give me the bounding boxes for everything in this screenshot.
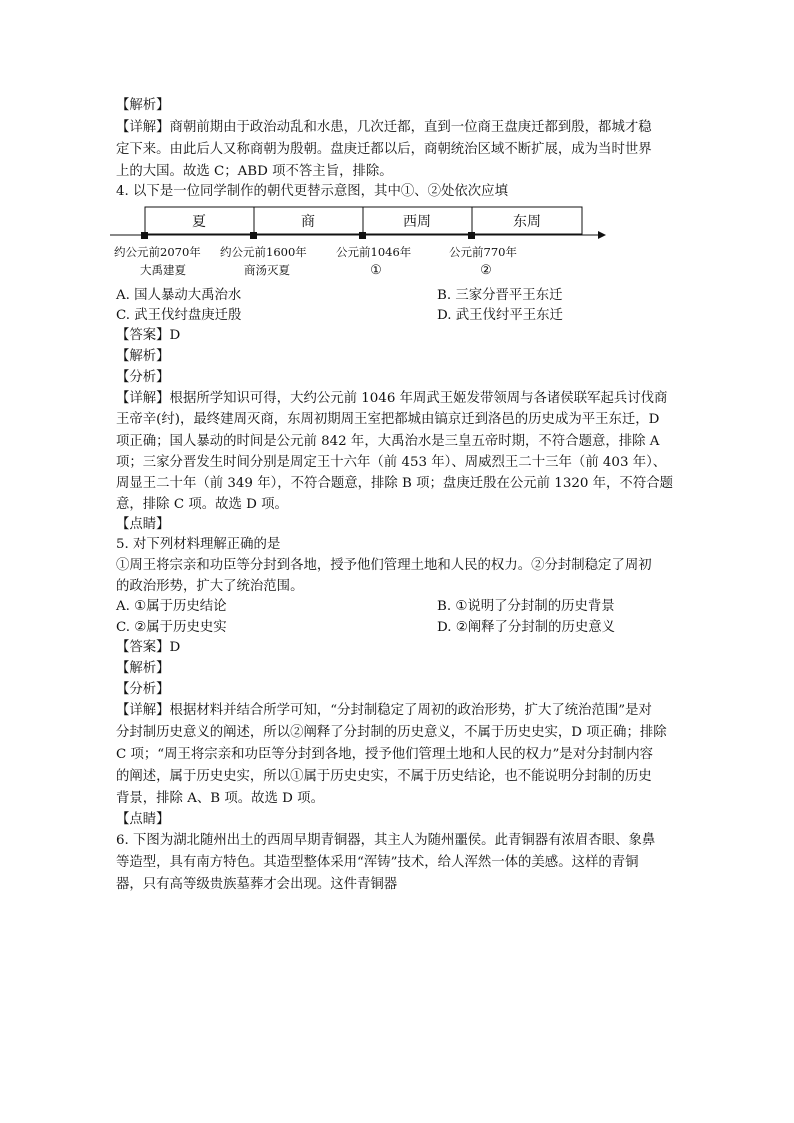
- q3-detail-line-3: 上的大国。故选 C；ABD 项不答主旨，排除。: [116, 164, 393, 179]
- dynasty-label-xia: 夏: [192, 214, 206, 230]
- q6-stem-line-3: 器，只有高等级贵族墓葬才会出现。这件青铜器: [116, 877, 398, 892]
- dynasty-label-xizhou: 西周: [403, 214, 431, 230]
- q5-jiexi-label: 【解析】: [116, 661, 170, 676]
- q4-option-a: A. 国人暴动大禹治水: [116, 288, 242, 303]
- dynasty-label-dongzhou: 东周: [513, 214, 541, 230]
- timeline-arrow-icon: [598, 231, 606, 239]
- q3-jiexi-label: 【解析】: [116, 98, 170, 113]
- q4-fenxi-label: 【分析】: [116, 370, 170, 385]
- q4-detail-line-1: 【详解】根据所学知识可得，大约公元前 1046 年周武王姬发带领周与各诸侯联军起兵讨伐商: [116, 391, 668, 406]
- q5-detail-line-3: C 项；“周王将宗亲和功臣等分封到各地，授予他们管理土地和人民的权力”是对分封制内容: [116, 747, 654, 762]
- q4-option-b: B. 三家分晋平王东迁: [437, 288, 563, 303]
- q5-option-c: C. ②属于历史史实: [116, 620, 227, 635]
- dynasty-label-shang: 商: [301, 214, 315, 230]
- q4-dianjing-label: 【点睛】: [116, 517, 170, 532]
- q5-detail-line-1: 【详解】根据材料并结合所学可知，“分封制稳定了周初的政治形势，扩大了统治范围”是对: [116, 703, 652, 718]
- q4-detail-line-4: 项；三家分晋发生时间分别是周定王十六年（前 453 年）、周威烈王二十三年（前 403 年）、: [116, 455, 667, 470]
- timeline-marker-4: [468, 232, 475, 239]
- q4-detail-line-5: 周显王二十年（前 349 年），不符合题意，排除 B 项；盘庚迁殷在公元前 1320 年，不符合题: [116, 476, 673, 491]
- timeline-event-2: 商汤灭夏: [244, 263, 290, 277]
- q4-option-d: D. 武王伐纣平王东迁: [437, 308, 563, 323]
- q5-answer: 【答案】D: [116, 640, 181, 655]
- timeline-date-2: 约公元前1600年: [220, 245, 307, 259]
- q4-stem: 4. 以下是一位同学制作的朝代更替示意图，其中①、②处依次应填: [116, 184, 508, 199]
- q5-detail-line-5: 背景，排除 A、B 项。故选 D 项。: [116, 791, 324, 806]
- timeline-date-3: 公元前1046年: [336, 245, 412, 259]
- timeline-event-3: ①: [370, 263, 382, 278]
- q5-fenxi-label: 【分析】: [116, 682, 170, 697]
- q4-detail-line-3: 项正确；国人暴动的时间是公元前 842 年，大禹治水是三皇五帝时期，不符合题意，排除 A: [116, 434, 660, 449]
- q5-option-b: B. ①说明了分封制的历史背景: [437, 599, 615, 614]
- timeline-date-1: 约公元前2070年: [114, 245, 201, 259]
- q6-stem-line-2: 等造型，具有南方特色。其造型整体采用“浑铸”技术，给人浑然一体的美感。这样的青铜: [116, 855, 639, 870]
- timeline-event-4: ②: [480, 263, 492, 278]
- timeline-date-4: 公元前770年: [449, 245, 517, 259]
- q4-answer: 【答案】D: [116, 328, 181, 343]
- q5-material-line-1: ①周王将宗亲和功臣等分封到各地，授予他们管理土地和人民的权力。②分封制稳定了周初: [116, 558, 652, 573]
- q5-option-a: A. ①属于历史结论: [116, 599, 227, 614]
- q5-stem: 5. 对下列材料理解正确的是: [116, 537, 281, 552]
- q5-option-d: D. ②阐释了分封制的历史意义: [437, 620, 616, 635]
- timeline-marker-3: [359, 232, 366, 239]
- q4-detail-line-6: 意，排除 C 项。故选 D 项。: [116, 497, 288, 512]
- q5-dianjing-label: 【点睛】: [116, 812, 170, 827]
- q5-detail-line-2: 分封制历史意义的阐述，所以②阐释了分封制的历史意义，不属于历史史实，D 项正确；排除: [116, 725, 667, 740]
- q3-detail-line-2: 定下来。由此后人又称商朝为殷朝。盘庚迁都以后，商朝统治区域不断扩展，成为当时世界: [116, 142, 652, 157]
- q4-jiexi-label: 【解析】: [116, 349, 170, 364]
- dynasty-timeline-diagram: [110, 203, 610, 283]
- q4-detail-line-2: 王帝辛(纣)，最终建周灭商，东周初期周王室把都城由镐京迁到洛邑的历史成为平王东迁，D: [116, 412, 660, 427]
- timeline-marker-1: [141, 232, 148, 239]
- q3-detail-line-1: 【详解】商朝前期由于政治动乱和水患，几次迁都，直到一位商王盘庚迁都到殷，都城才稳: [116, 120, 652, 135]
- q5-material-line-2: 的政治形势，扩大了统治范围。: [116, 579, 304, 594]
- timeline-marker-2: [250, 232, 257, 239]
- timeline-event-1: 大禹建夏: [140, 263, 186, 277]
- q6-stem-line-1: 6. 下图为湖北随州出土的西周早期青铜器，其主人为随州噩侯。此青铜器有浓眉杏眼、象鼻: [116, 833, 656, 848]
- q4-option-c: C. 武王伐纣盘庚迁殷: [116, 308, 242, 323]
- q5-detail-line-4: 的阐述，属于历史史实，所以①属于历史史实，不属于历史结论，也不能说明分封制的历史: [116, 769, 652, 784]
